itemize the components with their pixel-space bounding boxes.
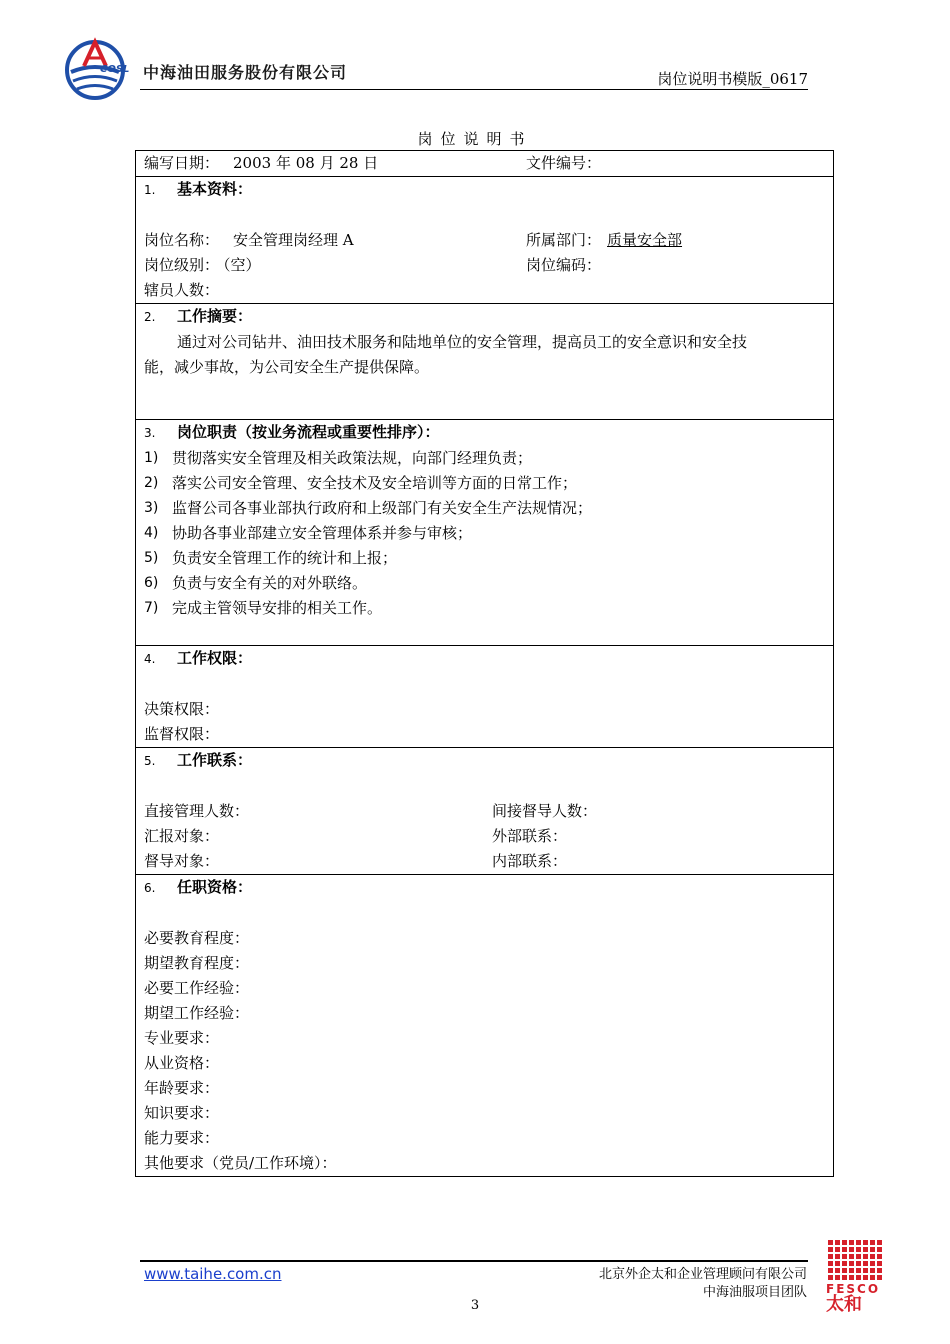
- header-divider: [140, 89, 808, 90]
- dept-label: 所属部门：: [526, 231, 602, 249]
- cosl-logo: [62, 36, 132, 102]
- supervise-target-label: 督导对象：: [144, 852, 220, 870]
- qualification-item: 能力要求：: [144, 1129, 220, 1147]
- website-link[interactable]: www.taihe.com.cn: [144, 1265, 282, 1283]
- supervise-authority-label: 监督权限：: [144, 725, 220, 743]
- qualification-item: 期望工作经验：: [144, 1004, 250, 1022]
- footer-org-line-1: 北京外企太和企业管理顾问有限公司: [598, 1267, 807, 1282]
- internal-contact-label: 内部联系：: [492, 852, 568, 870]
- section-title: 工作权限：: [177, 649, 253, 667]
- summary-line-2: 能，减少事故，为公司安全生产提供保障。: [144, 358, 430, 376]
- decision-authority-label: 决策权限：: [144, 700, 220, 718]
- doc-template-label: 岗位说明书模版_0617: [657, 70, 808, 88]
- page-title: 岗位说明书: [417, 130, 533, 148]
- section-title: 基本资料：: [177, 180, 253, 198]
- duty-item: 1) 贯彻落实安全管理及相关政策法规，向部门经理负责；: [144, 449, 533, 467]
- qualification-item: 知识要求：: [144, 1104, 220, 1122]
- section-title: 岗位职责（按业务流程或重要性排序）：: [177, 423, 440, 441]
- fesco-cn: 太和: [826, 1294, 862, 1315]
- section-number: 4.: [144, 652, 156, 666]
- fesco-logo: [826, 1240, 886, 1314]
- footer-org: [599, 1266, 807, 1302]
- section-title: 工作联系：: [177, 751, 253, 769]
- duty-item: 4) 协助各事业部建立安全管理体系并参与审核；: [144, 524, 473, 542]
- qualification-item: 期望教育程度：: [144, 954, 250, 972]
- report-to-label: 汇报对象：: [144, 827, 220, 845]
- code-label: 岗位编码：: [526, 256, 602, 274]
- duty-item: 2) 落实公司安全管理、安全技术及安全培训等方面的日常工作；: [144, 474, 578, 492]
- section-relations: [136, 748, 834, 875]
- company-name: 中海油田服务股份有限公司: [143, 63, 348, 82]
- section-title: 任职资格：: [177, 878, 253, 896]
- section-number: 1.: [144, 183, 156, 197]
- summary-line-1: 通过对公司钻井、油田技术服务和陆地单位的安全管理，提高员工的安全意识和安全技: [177, 333, 748, 351]
- footer-divider: [140, 1260, 808, 1262]
- section-basic: [136, 177, 834, 304]
- staff-count-label: 辖员人数：: [144, 281, 220, 299]
- qualification-item: 从业资格：: [144, 1054, 220, 1072]
- qualification-item: 其他要求（党员/工作环境）：: [144, 1154, 337, 1172]
- post-name-value: 安全管理岗经理 A: [233, 231, 354, 249]
- duty-item: 7) 完成主管领导安排的相关工作。: [144, 599, 383, 617]
- qualification-item: 必要教育程度：: [144, 929, 250, 947]
- meta-row: [136, 151, 834, 177]
- section-qualification: [136, 875, 834, 1177]
- post-name-label: 岗位名称：: [144, 231, 220, 249]
- section-authority: [136, 646, 834, 748]
- fesco-dot-grid: [828, 1240, 886, 1280]
- level-value: （空）: [223, 256, 261, 274]
- dept-value: 质量安全部: [607, 231, 683, 249]
- section-number: 6.: [144, 881, 156, 895]
- section-number: 3.: [144, 426, 156, 440]
- section-number: 5.: [144, 754, 156, 768]
- direct-manage-label: 直接管理人数：: [144, 802, 250, 820]
- date-value: 2003 年 08 月 28 日: [233, 154, 379, 172]
- level-label: 岗位级别：: [144, 256, 220, 274]
- page-number: 3: [470, 1298, 480, 1313]
- svg-text:COSL: COSL: [100, 64, 130, 75]
- external-contact-label: 外部联系：: [492, 827, 568, 845]
- footer-org-line-2: 中海油服项目团队: [702, 1285, 807, 1300]
- duty-item: 6) 负责与安全有关的对外联络。: [144, 574, 368, 592]
- date-label: 编写日期：: [144, 154, 220, 172]
- indirect-supervise-label: 间接督导人数：: [492, 802, 598, 820]
- section-summary: [136, 304, 834, 420]
- duty-item: 3) 监督公司各事业部执行政府和上级部门有关安全生产法规情况；: [144, 499, 593, 517]
- fesco-word: FESCO: [826, 1282, 881, 1296]
- qualification-item: 专业要求：: [144, 1029, 220, 1047]
- qualification-item: 必要工作经验：: [144, 979, 250, 997]
- section-duties: [136, 420, 834, 646]
- section-number: 2.: [144, 310, 156, 324]
- job-description-form: [135, 150, 834, 1177]
- qualification-item: 年龄要求：: [144, 1079, 220, 1097]
- section-title: 工作摘要：: [177, 307, 253, 325]
- file-no-label: 文件编号：: [526, 154, 602, 172]
- duty-item: 5) 负责安全管理工作的统计和上报；: [144, 549, 398, 567]
